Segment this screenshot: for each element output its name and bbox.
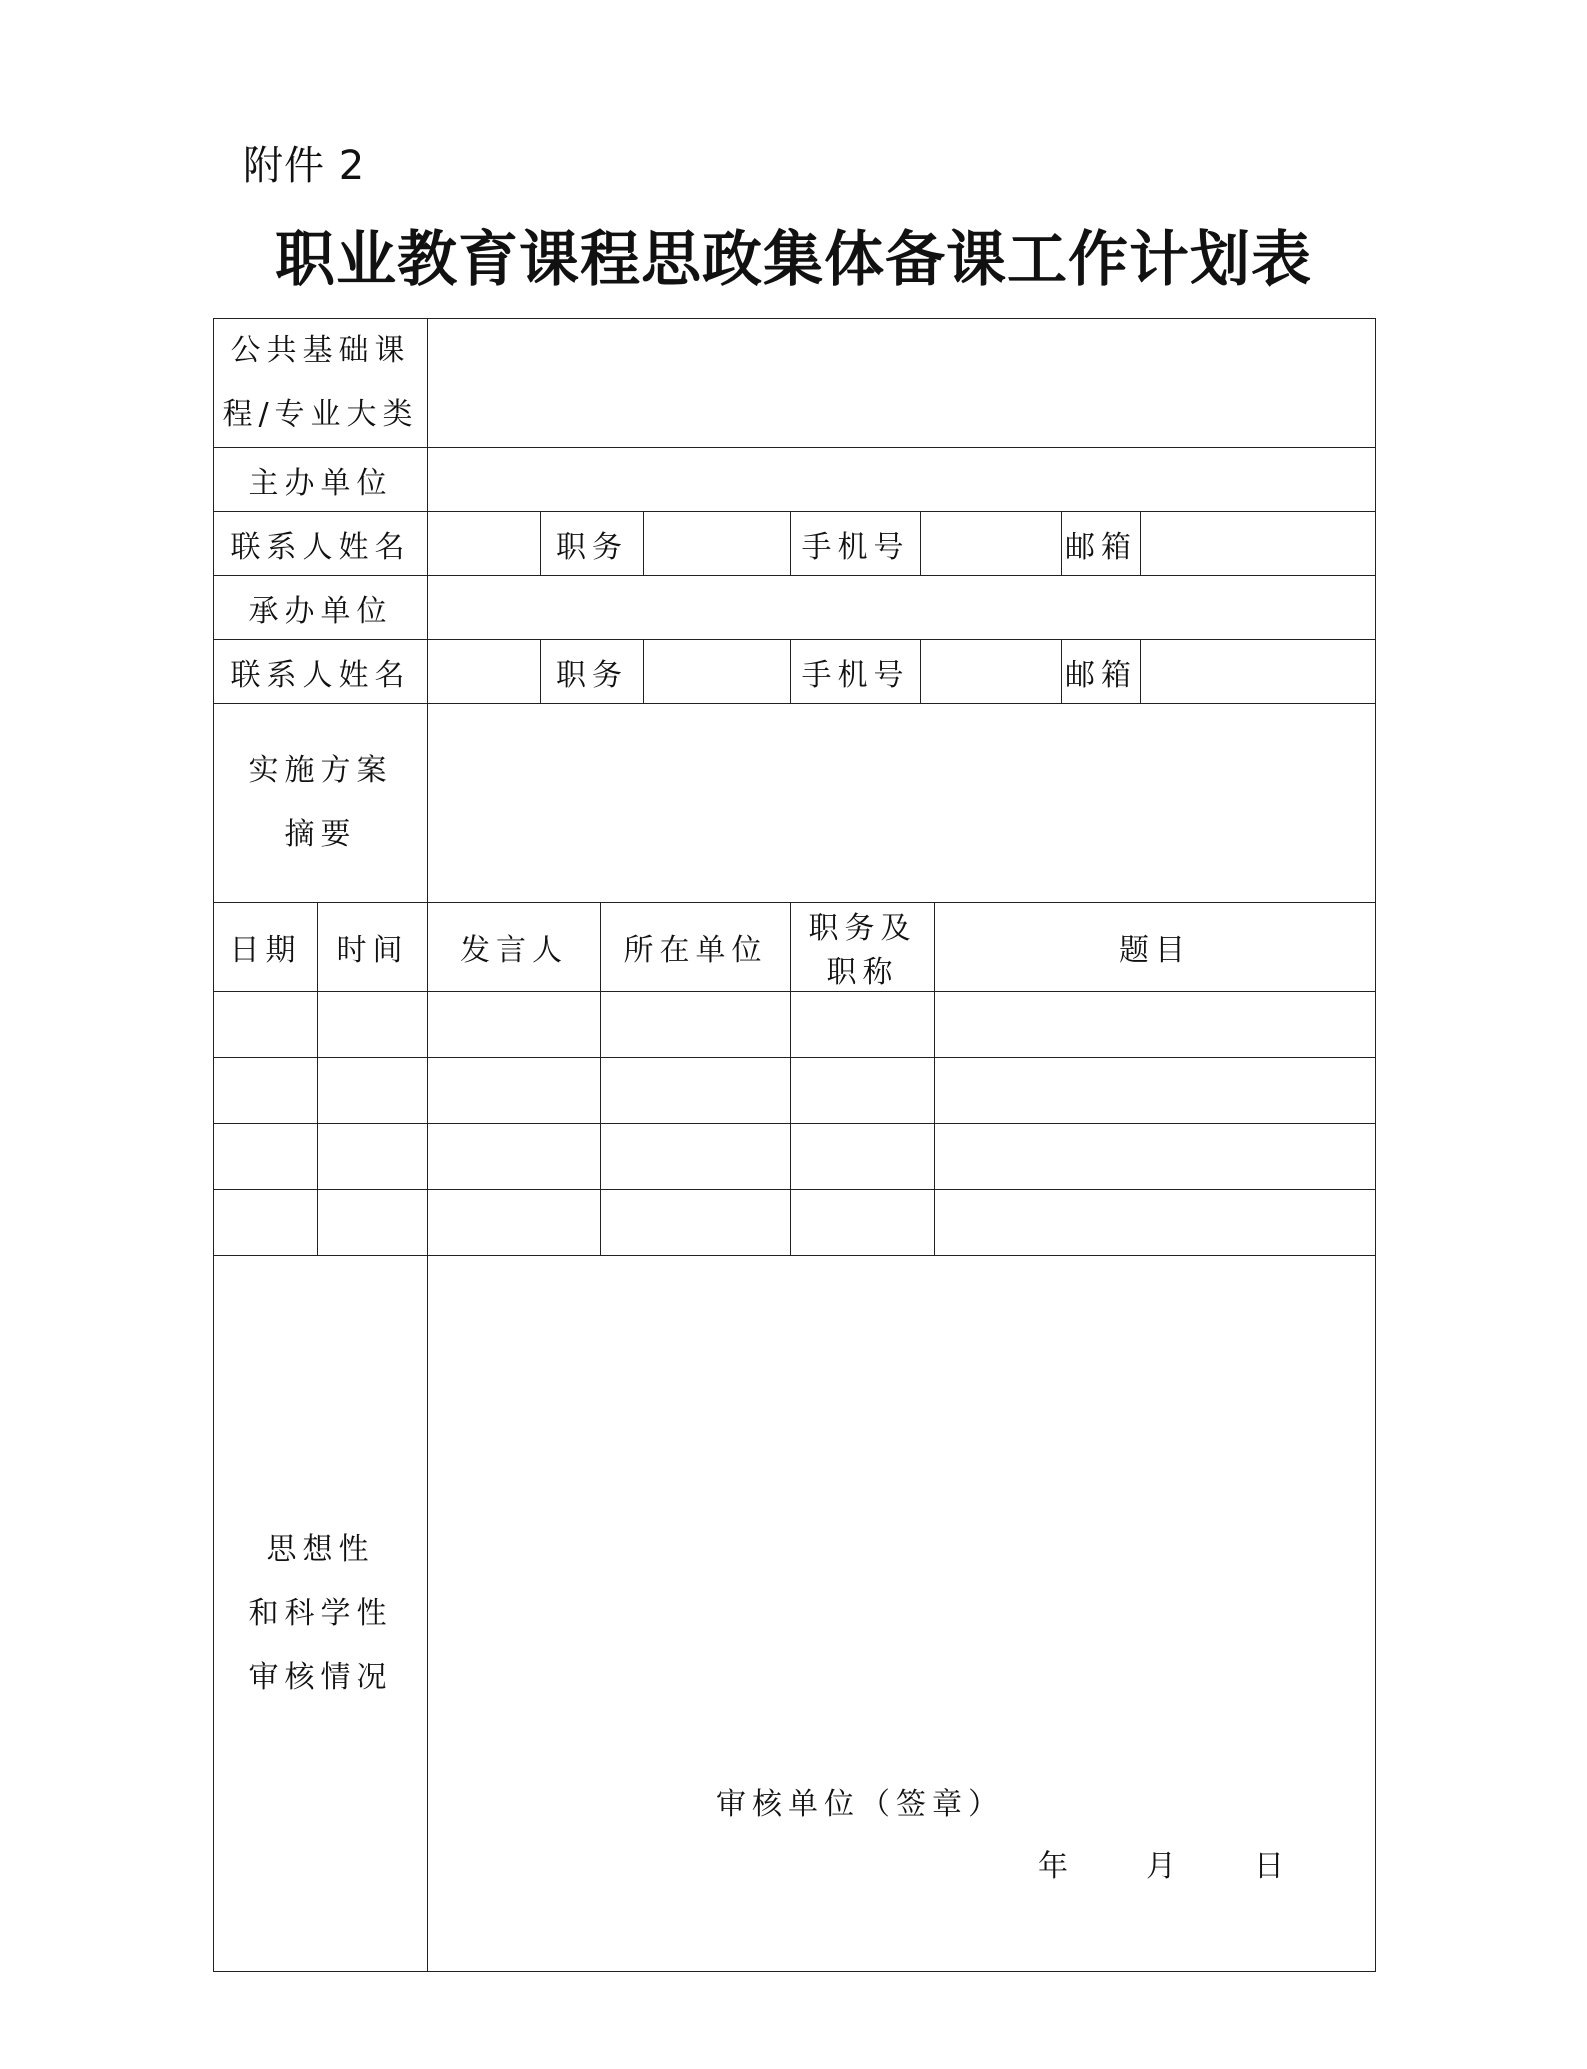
schedule-time-cell[interactable]: [318, 1190, 428, 1256]
host-phone-label: 手机号: [791, 512, 921, 576]
review-date: [1038, 1841, 1290, 1885]
schedule-date-cell[interactable]: [214, 1058, 318, 1124]
schedule-header-speaker: 发言人: [428, 903, 601, 992]
schedule-speaker-cell[interactable]: [428, 1190, 601, 1256]
review-line2: 和科学性: [248, 1595, 393, 1631]
schedule-title-rank-cell[interactable]: [791, 1058, 935, 1124]
schedule-header-time: 时间: [318, 903, 428, 992]
schedule-header-date: 日期: [214, 903, 318, 992]
schedule-time-cell[interactable]: [318, 992, 428, 1058]
schedule-topic-cell[interactable]: [935, 992, 1376, 1058]
organizer-field[interactable]: [428, 576, 1376, 640]
schedule-topic-cell[interactable]: [935, 1190, 1376, 1256]
host-email-field[interactable]: [1141, 512, 1376, 576]
plan-summary-line2: 摘要: [284, 817, 357, 852]
schedule-topic-cell[interactable]: [935, 1058, 1376, 1124]
host-contact-name-label: 联系人姓名: [214, 512, 428, 576]
schedule-date-cell[interactable]: [214, 1190, 318, 1256]
schedule-row: [214, 1058, 1376, 1124]
course-label-line1: 公共基础课: [230, 333, 411, 368]
organizer-email-field[interactable]: [1141, 640, 1376, 704]
schedule-row: [214, 992, 1376, 1058]
schedule-row: [214, 1190, 1376, 1256]
schedule-title-rank-cell[interactable]: [791, 1124, 935, 1190]
host-position-label: 职务: [541, 512, 644, 576]
day-label: 日: [1254, 1849, 1291, 1884]
schedule-row: [214, 1124, 1376, 1190]
schedule-title-rank-cell[interactable]: [791, 1190, 935, 1256]
schedule-date-cell[interactable]: [214, 1124, 318, 1190]
review-label: [214, 1256, 428, 1972]
organizer-phone-label: 手机号: [791, 640, 921, 704]
host-unit-field[interactable]: [428, 448, 1376, 512]
organizer-label: 承办单位: [214, 576, 428, 640]
schedule-unit-cell[interactable]: [601, 992, 791, 1058]
schedule-unit-cell[interactable]: [601, 1124, 791, 1190]
plan-form-table: [213, 318, 1376, 1972]
schedule-speaker-cell[interactable]: [428, 1058, 601, 1124]
host-position-field[interactable]: [644, 512, 791, 576]
schedule-unit-cell[interactable]: [601, 1190, 791, 1256]
host-unit-label: 主办单位: [214, 448, 428, 512]
host-contact-name-field[interactable]: [428, 512, 541, 576]
schedule-time-cell[interactable]: [318, 1124, 428, 1190]
schedule-time-cell[interactable]: [318, 1058, 428, 1124]
plan-summary-label: [214, 704, 428, 903]
schedule-unit-cell[interactable]: [601, 1058, 791, 1124]
organizer-phone-field[interactable]: [921, 640, 1062, 704]
review-line1: 思想性: [266, 1531, 375, 1567]
host-phone-field[interactable]: [921, 512, 1062, 576]
plan-summary-field[interactable]: [428, 704, 1376, 903]
course-label-line2: 程/专业大类: [222, 397, 419, 432]
schedule-header-title-rank: 职务及职称: [791, 903, 935, 992]
schedule-header-topic: 题目: [935, 903, 1376, 992]
course-category-label: [214, 319, 428, 448]
schedule-title-rank-cell[interactable]: [791, 992, 935, 1058]
review-unit-signature: 审核单位（签章）: [716, 1787, 1005, 1822]
schedule-speaker-cell[interactable]: [428, 1124, 601, 1190]
organizer-contact-name-label: 联系人姓名: [214, 640, 428, 704]
course-category-field[interactable]: [428, 319, 1376, 448]
review-line3: 审核情况: [248, 1659, 393, 1695]
review-field[interactable]: [428, 1256, 1376, 1972]
host-email-label: 邮箱: [1062, 512, 1141, 576]
organizer-email-label: 邮箱: [1062, 640, 1141, 704]
page-title: 职业教育课程思政集体备课工作计划表: [275, 225, 1312, 295]
schedule-header-unit: 所在单位: [601, 903, 791, 992]
attachment-label: 附件 2: [243, 143, 366, 189]
organizer-position-label: 职务: [541, 640, 644, 704]
year-label: 年: [1038, 1849, 1075, 1884]
schedule-speaker-cell[interactable]: [428, 992, 601, 1058]
schedule-date-cell[interactable]: [214, 992, 318, 1058]
organizer-contact-name-field[interactable]: [428, 640, 541, 704]
schedule-topic-cell[interactable]: [935, 1124, 1376, 1190]
organizer-position-field[interactable]: [644, 640, 791, 704]
month-label: 月: [1146, 1849, 1183, 1884]
plan-summary-line1: 实施方案: [248, 753, 393, 788]
